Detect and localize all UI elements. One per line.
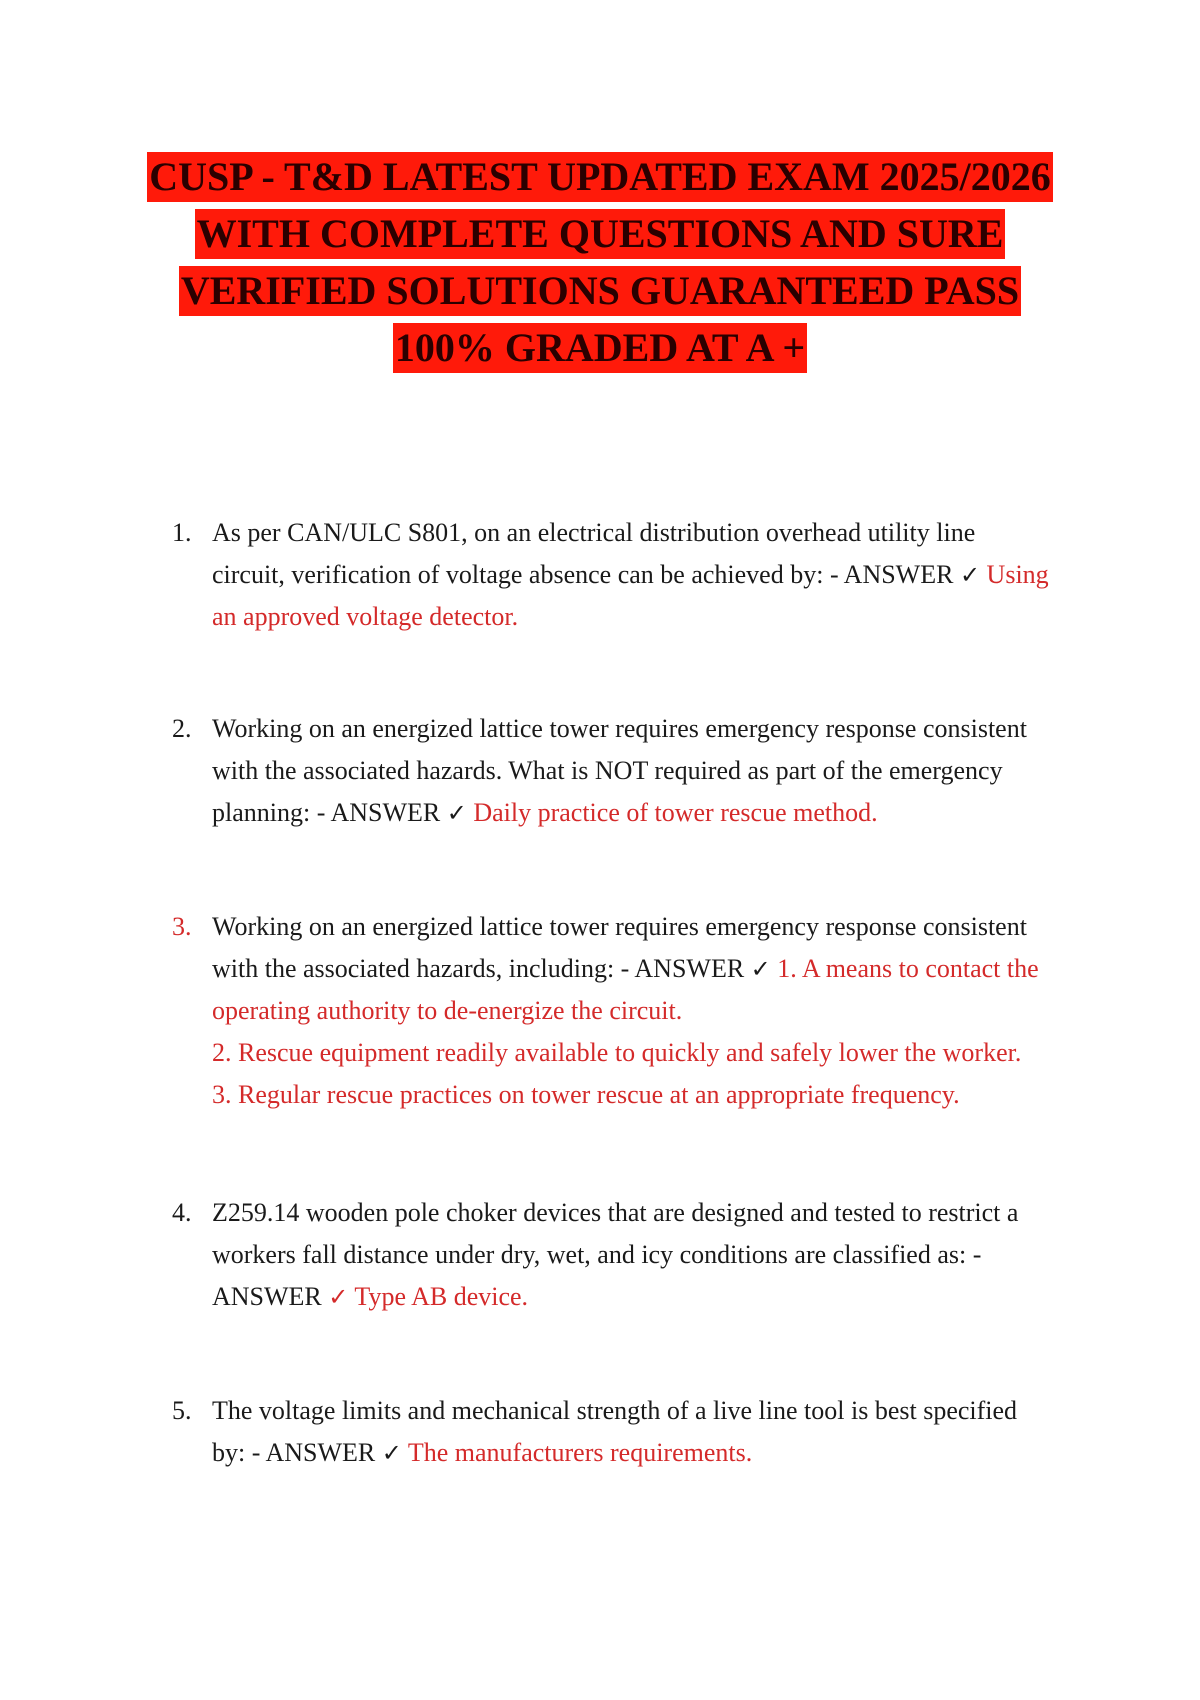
question-text: Working on an energized lattice tower requires emergency response consistent with the associated hazards. What is NOT required as part of the emergency planning: [212, 714, 1027, 827]
answer-marker: - ANSWER [251, 1438, 376, 1467]
check-icon: ✓ [328, 1283, 349, 1311]
check-icon: ✓ [959, 561, 981, 589]
answer-marker: - ANSWER [620, 954, 745, 983]
document-title [0, 152, 1200, 380]
question-text: Z259.14 wooden pole choker devices that are designed and tested to restrict a workers fall distance under dry, wet, and icy conditions are classified as: [212, 1198, 1019, 1269]
answer-text: Using an approved voltage detector. [212, 560, 1049, 631]
title-line-4: 100% GRADED AT A + [393, 323, 807, 373]
title-line-2: WITH COMPLETE QUESTIONS AND SURE [195, 209, 1006, 259]
check-icon: ✓ [381, 1439, 402, 1467]
answer-marker: - ANSWER [316, 798, 441, 827]
answer-marker: - ANSWER [212, 1240, 982, 1311]
question-number: 1. [172, 518, 192, 547]
question-number: 3. [172, 912, 192, 941]
question-text: As per CAN/ULC S801, on an electrical distribution overhead utility line circuit, verification of voltage absence can be achieved by: [212, 518, 976, 589]
answer-text: 3. Regular rescue practices on tower rescue at an appropriate frequency. [212, 1080, 960, 1109]
answer-text: 1. A means to contact the operating authority to de-energize the circuit. [212, 954, 1039, 1025]
question-number: 5. [172, 1396, 192, 1425]
question-text: The voltage limits and mechanical strength of a live line tool is best specified by: [212, 1396, 1018, 1467]
question-text: Working on an energized lattice tower requires emergency response consistent with the associated hazards, including: [212, 912, 1027, 983]
question-item [172, 708, 1052, 834]
check-icon: ✓ [446, 799, 467, 827]
question-item [172, 1390, 1052, 1474]
question-number: 2. [172, 714, 192, 743]
answer-text: 2. Rescue equipment readily available to quickly and safely lower the worker. [212, 1038, 1022, 1067]
answer-text: Type AB device. [354, 1282, 529, 1311]
question-item [172, 512, 1052, 638]
question-number: 4. [172, 1198, 192, 1227]
answer-text: Daily practice of tower rescue method. [473, 798, 878, 827]
question-item [172, 1192, 1052, 1318]
answer-marker: - ANSWER [829, 560, 954, 589]
check-icon: ✓ [750, 955, 771, 983]
question-item [172, 906, 1052, 1116]
title-line-1: CUSP - T&D LATEST UPDATED EXAM 2025/2026 [147, 152, 1053, 202]
answer-text: The manufacturers requirements. [407, 1438, 753, 1467]
question-list [172, 512, 1052, 1474]
title-line-3: VERIFIED SOLUTIONS GUARANTEED PASS [179, 266, 1021, 316]
